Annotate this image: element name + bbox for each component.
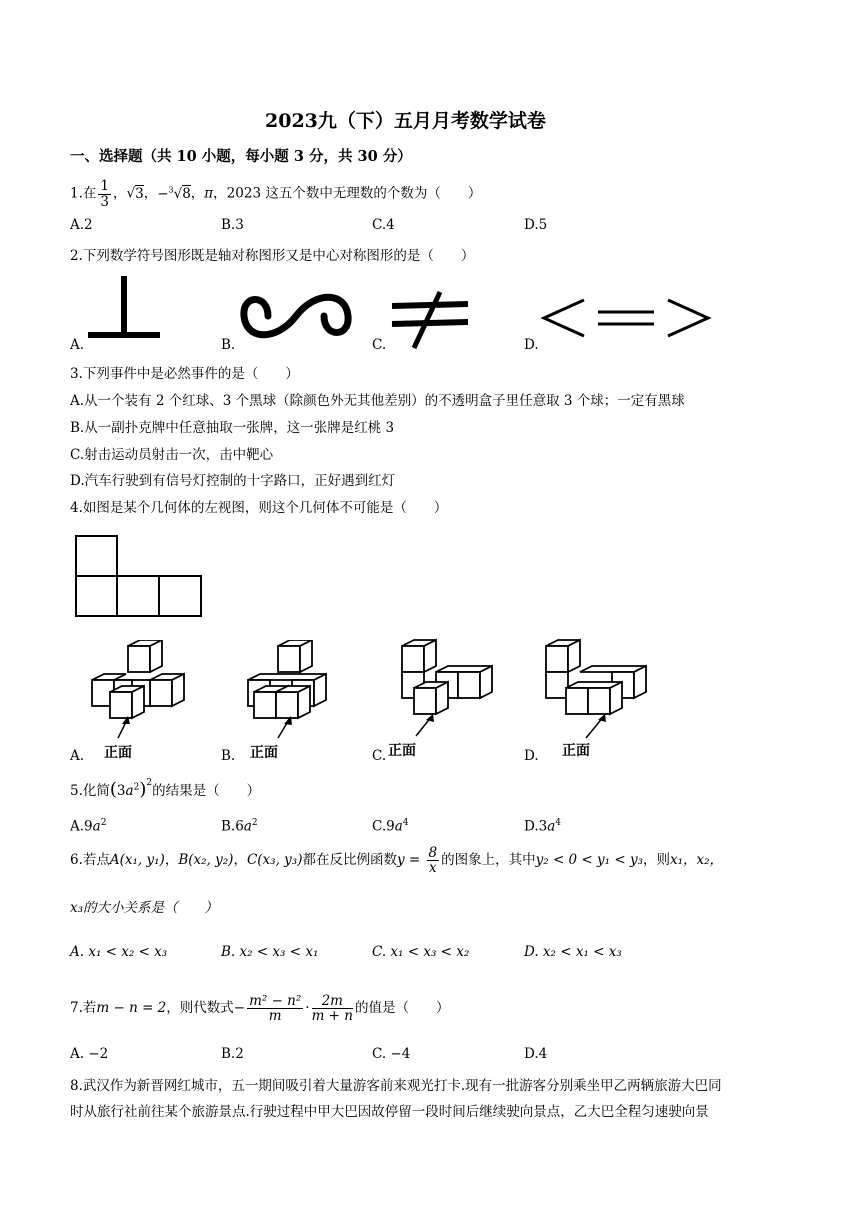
q4-front-label-a: 正面 (104, 745, 132, 761)
solid-option-c-diagram (398, 636, 508, 754)
q7-fraction-1: $\frac{\text{m² − n²}}{m}$ (249, 992, 302, 1024)
q4-front-label-b: 正面 (250, 745, 278, 761)
q3-option-c: C.射击运动员射击一次，击中靶心 (70, 447, 274, 463)
question-4: 4.如图是某个几何体的左视图，则这个几何体不可能是（ ） (70, 500, 448, 516)
q5-option-b: $B.6a^2$ (221, 818, 258, 835)
solid-option-b-diagram (244, 640, 354, 758)
q1-prefix: 1.在 (70, 185, 97, 202)
q2-label-d: D. (524, 337, 539, 353)
q5-outer-exp: 2 (146, 778, 153, 788)
q7-condition: m − n = 2 (96, 1000, 167, 1016)
q6-fraction: $\frac{8}{x}$ (428, 844, 438, 876)
q5-base: 3 (116, 783, 126, 799)
q1-cbrt: −$^3$√8 (157, 185, 191, 202)
q7-option-c: C. −4 (372, 1046, 411, 1062)
section-heading: 一、选择题（共 10 小题，每小题 3 分，共 30 分） (70, 148, 412, 165)
q2-label-b: B. (221, 337, 236, 353)
solid-option-d-diagram (542, 636, 658, 754)
q4-front-label-c: 正面 (388, 743, 416, 759)
q3-option-a: A.从一个装有 2 个红球、3 个黑球（除颜色外无其他差别）的不透明盒子里任意取 3 个球；一定有黑球 (70, 393, 685, 409)
question-7: 7.若m − n = 2，则代数式− $\frac{\text{m² − n²}}{m}$ · $\frac{2m}{m + n}$ 的值是（ ） (70, 992, 450, 1024)
q1-option-a: A.2 (70, 217, 93, 233)
q4-label-a: A. (70, 748, 85, 764)
perpendicular-symbol-icon (84, 272, 164, 344)
question-5: 5.化简$(3a^2)^2$的结果是（ ） (70, 778, 261, 800)
q4-label-b: B. (221, 748, 236, 764)
question-1 (70, 170, 481, 210)
q1-option-c: C.4 (372, 217, 395, 233)
q6-option-d: D. x₂ < x₁ < x₃ (524, 944, 622, 960)
q1-sep: ， (143, 185, 158, 202)
q6-point-c: C (246, 852, 258, 868)
q5-option-d: $D.3a^4$ (524, 818, 562, 835)
q4-label-d: D. (524, 748, 539, 764)
q5-var: a (125, 783, 134, 799)
q5-inner-exp: 2 (133, 782, 140, 793)
left-right-arrow-symbol-icon (540, 296, 712, 340)
q1-option-b: B.3 (221, 217, 244, 233)
q5-option-a: $A.9a^2$ (70, 818, 107, 835)
q1-sep: ， (112, 185, 127, 202)
q2-label-c: C. (372, 337, 387, 353)
question-2: 2.下列数学符号图形既是轴对称图形又是中心对称图形的是（ ） (70, 248, 475, 264)
q5-post: 的结果是（ ） (152, 783, 261, 799)
q5-pre: 5.化简 (70, 783, 110, 799)
q1-fraction: $\frac{1}{3}$ (100, 178, 109, 210)
q6-option-c: C. x₁ < x₃ < x₂ (372, 944, 470, 960)
q6-option-b: B. x₂ < x₃ < x₁ (221, 944, 319, 960)
q2-label-a: A. (70, 337, 85, 353)
question-8-line-1: 8.武汉作为新晋网红城市，五一期间吸引着大量游客前来观光打卡.现有一批游客分别乘坐甲乙两辆旅游大巴同 (70, 1078, 722, 1094)
q3-option-b: B.从一副扑克牌中任意抽取一张牌，这一张牌是红桃 3 (70, 420, 395, 436)
q4-front-label-d: 正面 (562, 743, 590, 759)
similar-symbol-icon (238, 286, 354, 346)
left-view-diagram (72, 532, 206, 618)
q7-option-b: B.2 (221, 1046, 244, 1062)
q4-label-c: C. (372, 748, 387, 764)
q1-option-d: D.5 (524, 217, 548, 233)
q5-option-c: $C.9a^4$ (372, 818, 409, 835)
q6-point-a: A (109, 852, 120, 868)
not-equal-symbol-icon (388, 290, 472, 350)
question-6: 6.若点A(x₁, y₁)，B(x₂, y₂)，C(x₃, y₃)都在反比例函数y = $\frac{8}{x}$ 的图象上，其中y₂ < 0 < y₁ < y₃，则x₁，x₂， (70, 844, 724, 876)
question-3: 3.下列事件中是必然事件的是（ ） (70, 366, 299, 382)
q6-condition: y₂ < 0 < y₁ < y₃ (535, 852, 643, 868)
q1-suffix: ，2023 这五个数中无理数的个数为（ ） (213, 185, 482, 202)
solid-option-a-diagram (88, 640, 198, 758)
q3-option-d: D.汽车行驶到有信号灯控制的十字路口，正好遇到红灯 (70, 473, 396, 489)
page-title: 2023九（下）五月月考数学试卷 (265, 110, 546, 132)
question-8-line-2: 时从旅行社前往某个旅游景点.行驶过程中甲大巴因故停留一段时间后继续驶向景点，乙大巴全程匀速驶向景 (70, 1104, 709, 1120)
q6-line-2: x₃的大小关系是（ ） (70, 900, 219, 916)
q7-option-a: A. −2 (70, 1046, 109, 1062)
q7-fraction-2: $\frac{2m}{m + n}$ (311, 992, 353, 1024)
q1-sqrt3: √3 (126, 185, 144, 202)
q1-pi: π (204, 185, 214, 202)
q6-point-b: B (178, 852, 189, 868)
q1-sep: ， (190, 185, 205, 202)
q7-option-d: D.4 (524, 1046, 548, 1062)
q6-option-a: A. x₁ < x₂ < x₃ (70, 944, 168, 960)
